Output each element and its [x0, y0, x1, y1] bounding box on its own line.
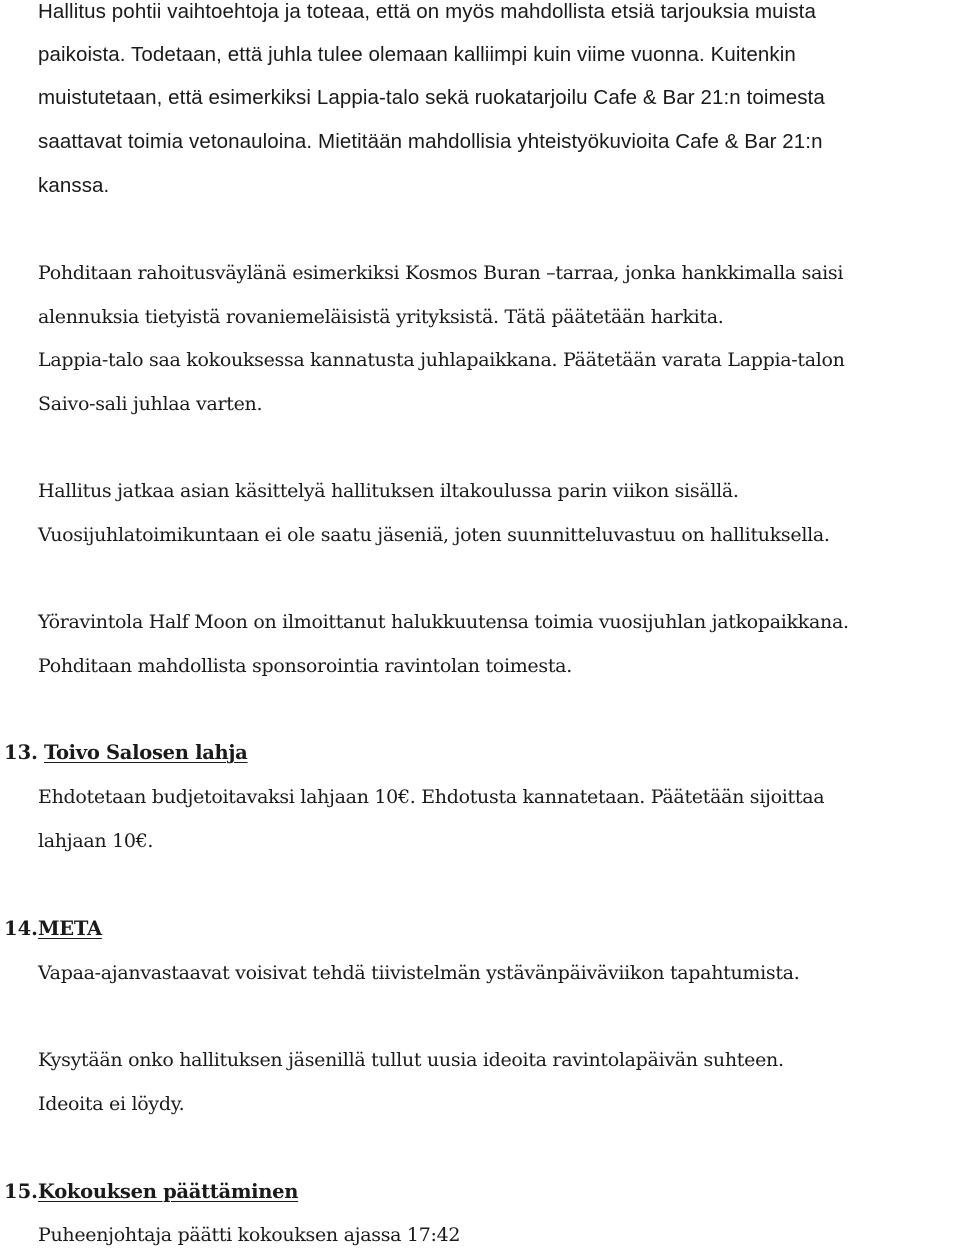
section-number: 15.	[4, 1180, 38, 1203]
section-heading: META	[38, 917, 102, 940]
section-heading: Kokouksen päättäminen	[38, 1180, 299, 1203]
text-line: Lappia-talo saa kokouksessa kannatusta juhlapaikkana. Päätetään varata Lappia-talon	[38, 349, 845, 371]
section-number: 13.	[4, 741, 38, 764]
text-line: lahjaan 10€.	[38, 830, 154, 852]
text-line: Hallitus jatkaa asian käsittelyä hallituksen iltakoulussa parin viikon sisällä.	[38, 480, 739, 502]
text-line: Yöravintola Half Moon on ilmoittanut halukkuutensa toimia vuosijuhlan jatkopaikkana.	[38, 611, 849, 633]
text-line: alennuksia tietyistä rovaniemeläisistä yrityksistä. Tätä päätetään harkita.	[38, 306, 724, 328]
text-line: Vuosijuhlatoimikuntaan ei ole saatu jäseniä, joten suunnitteluvastuu on hallituksella.	[38, 524, 830, 546]
text-line: Puheenjohtaja päätti kokouksen ajassa 17:42	[38, 1224, 461, 1246]
text-line: Kysytään onko hallituksen jäsenillä tullut uusia ideoita ravintolapäivän suhteen.	[38, 1049, 784, 1071]
text-line: Hallitus pohtii vaihtoehtoja ja toteaa, että on myös mahdollista etsiä tarjouksia muista	[38, 0, 816, 23]
text-line: Vapaa-ajanvastaavat voisivat tehdä tiivistelmän ystävänpäiväviikon tapahtumista.	[38, 962, 800, 984]
text-line: muistutetaan, että esimerkiksi Lappia-talo sekä ruokatarjoilu Cafe & Bar 21:n toimesta	[38, 86, 825, 109]
text-line: paikoista. Todetaan, että juhla tulee olemaan kalliimpi kuin viime vuonna. Kuitenkin	[38, 43, 796, 66]
section-number: 14.	[4, 917, 38, 940]
text-line: kanssa.	[38, 174, 110, 197]
text-line: Ehdotetaan budjetoitavaksi lahjaan 10€. Ehdotusta kannatetaan. Päätetään sijoittaa	[38, 786, 825, 808]
text-line: saattavat toimia vetonauloina. Mietitään mahdollisia yhteistyökuvioita Cafe & Bar 21:n	[38, 130, 823, 153]
text-line: Pohditaan mahdollista sponsorointia ravintolan toimesta.	[38, 655, 572, 677]
text-line: Ideoita ei löydy.	[38, 1093, 185, 1115]
text-line: Pohditaan rahoitusväylänä esimerkiksi Kosmos Buran –tarraa, jonka hankkimalla saisi	[38, 262, 844, 284]
text-line: Saivo-sali juhlaa varten.	[38, 393, 263, 415]
section-heading: Toivo Salosen lahja	[44, 741, 248, 764]
